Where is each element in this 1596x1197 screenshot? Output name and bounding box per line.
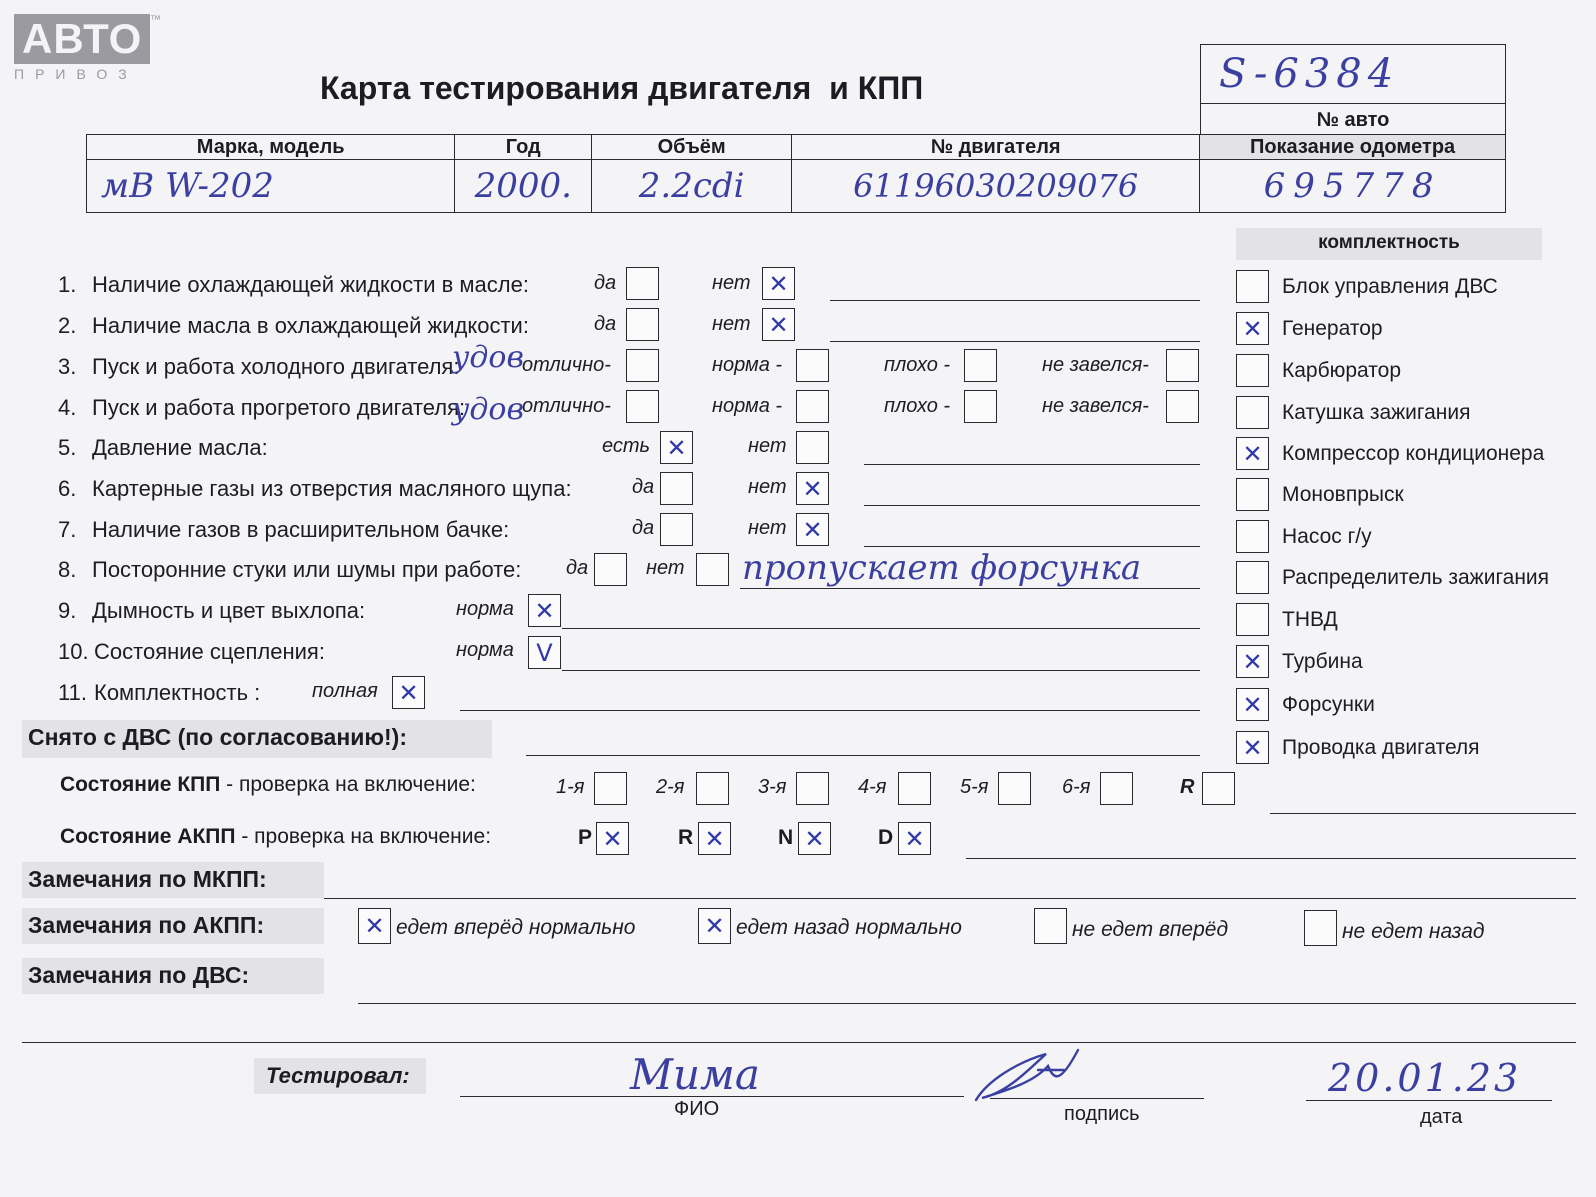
value-year: 2000. xyxy=(455,160,592,213)
q5-checkbox-yes[interactable]: ✕ xyxy=(660,431,693,464)
q8-option-no: нет xyxy=(646,557,685,579)
question-number: 5. xyxy=(58,435,77,460)
kpp-checkbox[interactable] xyxy=(898,772,931,805)
auto-number-label: № авто xyxy=(1316,109,1390,131)
value-engine-number: 61196030209076 xyxy=(792,160,1200,213)
q7-option-yes: да xyxy=(632,517,655,539)
q2-checkbox-yes[interactable] xyxy=(626,308,659,341)
complect-checkbox[interactable] xyxy=(1236,270,1269,303)
q2-option-no: нет xyxy=(712,313,751,335)
complect-label: Компрессор кондиционера xyxy=(1282,442,1545,465)
q11-checkbox-full[interactable]: ✕ xyxy=(392,676,425,709)
q4-handwritten-note: удов xyxy=(452,392,524,427)
q1-option-no: нет xyxy=(712,272,751,294)
complect-label: Турбина xyxy=(1282,650,1363,673)
col-engine-number: № двигателя xyxy=(792,135,1200,160)
page-title: Карта тестирования двигателя и КПП xyxy=(320,70,924,106)
tester-name: Мима xyxy=(630,1050,760,1099)
question-text: Наличие охлаждающей жидкости в масле: xyxy=(92,272,529,297)
q4-option-normal: норма - xyxy=(712,395,783,417)
question-number: 2. xyxy=(58,313,77,338)
complect-label: Катушка зажигания xyxy=(1282,401,1471,424)
question-text: Дымность и цвет выхлопа: xyxy=(92,598,366,623)
q3-option-no-start: не завелся- xyxy=(1042,354,1149,376)
col-make-model: Марка, модель xyxy=(87,135,455,160)
removed-line xyxy=(526,755,1200,756)
q8-checkbox-yes[interactable] xyxy=(594,553,627,586)
remarks-dvs-line-2 xyxy=(22,1042,1576,1043)
removed-label: Снято с ДВС (по согласованию!): xyxy=(28,724,407,750)
question-text: Наличие масла в охлаждающей жидкости: xyxy=(92,313,529,338)
q4-checkbox-excellent[interactable] xyxy=(626,390,659,423)
q3-option-excellent: отлично- xyxy=(522,354,611,376)
kpp-checkbox[interactable] xyxy=(998,772,1031,805)
q7-option-no: нет xyxy=(748,517,787,539)
complect-checkbox[interactable]: ✕ xyxy=(1236,437,1269,470)
complect-label: Моновпрыск xyxy=(1282,483,1404,506)
question-text: Состояние сцепления: xyxy=(94,639,325,664)
q7-checkbox-yes[interactable] xyxy=(660,513,693,546)
q3-checkbox-normal[interactable] xyxy=(796,349,829,382)
complect-label: ТНВД xyxy=(1282,608,1338,631)
complect-checkbox[interactable] xyxy=(1236,396,1269,429)
akpp-remark-checkbox[interactable] xyxy=(1034,908,1067,944)
name-line xyxy=(460,1096,964,1097)
complect-checkbox[interactable] xyxy=(1236,354,1269,387)
q8-note-line xyxy=(740,588,1200,589)
question-number: 10. xyxy=(58,639,89,664)
logo-trademark: ™ xyxy=(150,14,161,26)
date-caption: дата xyxy=(1420,1106,1463,1128)
value-make-model: мВ W-202 xyxy=(87,160,455,213)
q3-handwritten-note: удов xyxy=(452,340,524,375)
q5-note-line xyxy=(864,464,1200,465)
auto-number-value: S-6384 xyxy=(1201,45,1505,104)
complect-label: Насос г/у xyxy=(1282,525,1372,548)
q7-note-line xyxy=(864,546,1200,547)
logo-main: АВТО xyxy=(14,14,150,64)
q8-option-yes: да xyxy=(566,557,589,579)
remarks-dvs-label: Замечания по ДВС: xyxy=(28,962,250,988)
logo-sub: ПРИВОЗ xyxy=(14,66,138,82)
complect-label: Генератор xyxy=(1282,317,1383,340)
q2-note-line xyxy=(830,341,1200,342)
remarks-akpp-label: Замечания по АКПП: xyxy=(28,912,265,938)
q1-option-yes: да xyxy=(594,272,617,294)
akpp-position-label: P xyxy=(578,826,593,849)
kpp-gear-label: 2-я xyxy=(656,776,685,798)
value-volume: 2.2cdi xyxy=(592,160,792,213)
question-text: Пуск и работа холодного двигателя: xyxy=(92,354,460,379)
akpp-position-label: R xyxy=(678,826,694,849)
kpp-checkbox[interactable] xyxy=(1202,772,1235,805)
q11-option-full: полная xyxy=(312,680,378,702)
q5-option-yes: есть xyxy=(602,435,651,457)
q3-checkbox-bad[interactable] xyxy=(964,349,997,382)
complect-label: Блок управления ДВС xyxy=(1282,275,1498,298)
col-year: Год xyxy=(455,135,592,160)
akpp-checkbox[interactable]: ✕ xyxy=(698,822,731,855)
akpp-remark-option: едет назад нормально xyxy=(736,916,962,939)
kpp-gear-label: R xyxy=(1180,776,1195,798)
q3-option-bad: плохо - xyxy=(884,354,951,376)
tested-label: Тестировал: xyxy=(266,1063,410,1088)
value-odometer: 695778 xyxy=(1200,160,1506,213)
complect-checkbox[interactable]: ✕ xyxy=(1236,312,1269,345)
date-line xyxy=(1306,1100,1552,1101)
complect-checkbox[interactable] xyxy=(1236,561,1269,594)
q10-checkbox-normal[interactable]: V xyxy=(528,636,561,669)
q9-checkbox-normal[interactable]: ✕ xyxy=(528,594,561,627)
q9-note-line xyxy=(562,628,1200,629)
complect-checkbox[interactable]: ✕ xyxy=(1236,645,1269,678)
question-text: Наличие газов в расширительном бачке: xyxy=(92,517,510,542)
kpp-note-line xyxy=(1270,813,1576,814)
q1-note-line xyxy=(830,300,1200,301)
complect-title: комплектность xyxy=(1318,232,1460,253)
col-volume: Объём xyxy=(592,135,792,160)
question-number: 4. xyxy=(58,395,77,420)
akpp-remark-option: едет вперёд нормально xyxy=(396,916,636,939)
q9-option-normal: норма xyxy=(456,598,514,620)
question-text: Картерные газы из отверстия масляного щупа: xyxy=(92,476,572,501)
remarks-mkpp-label: Замечания по МКПП: xyxy=(28,866,267,892)
q4-option-bad: плохо - xyxy=(884,395,951,417)
akpp-checkbox[interactable]: ✕ xyxy=(898,822,931,855)
q2-checkbox-no[interactable]: ✕ xyxy=(762,308,795,341)
q6-option-no: нет xyxy=(748,476,787,498)
q1-checkbox-yes[interactable] xyxy=(626,267,659,300)
signature xyxy=(968,1040,1098,1110)
question-text: Посторонние стуки или шумы при работе: xyxy=(92,557,522,582)
complect-checkbox[interactable] xyxy=(1236,478,1269,511)
q2-option-yes: да xyxy=(594,313,617,335)
logo xyxy=(14,14,164,84)
akpp-checkbox[interactable]: ✕ xyxy=(596,822,629,855)
q4-checkbox-no-start[interactable] xyxy=(1166,390,1199,423)
q7-checkbox-no[interactable]: ✕ xyxy=(796,513,829,546)
kpp-label: Состояние КПП - проверка на включение: xyxy=(60,773,476,796)
question-number: 9. xyxy=(58,598,77,623)
complect-checkbox[interactable] xyxy=(1236,603,1269,636)
q10-option-normal: норма xyxy=(456,639,514,661)
kpp-gear-label: 4-я xyxy=(858,776,887,798)
akpp-position-label: D xyxy=(878,826,894,849)
akpp-remark-checkbox[interactable] xyxy=(1304,910,1337,946)
q3-checkbox-no-start[interactable] xyxy=(1166,349,1199,382)
kpp-checkbox[interactable] xyxy=(594,772,627,805)
q5-option-no: нет xyxy=(748,435,787,457)
akpp-remark-option: не едет назад xyxy=(1342,920,1485,943)
question-number: 8. xyxy=(58,557,77,582)
akpp-checkbox[interactable]: ✕ xyxy=(798,822,831,855)
signature-caption: подпись xyxy=(1064,1103,1140,1125)
vehicle-info-table xyxy=(86,134,1506,213)
q11-note-line xyxy=(460,710,1200,711)
kpp-checkbox[interactable] xyxy=(1100,772,1133,805)
kpp-checkbox[interactable] xyxy=(696,772,729,805)
akpp-position-label: N xyxy=(778,826,794,849)
complect-label: Форсунки xyxy=(1282,693,1375,716)
kpp-checkbox[interactable] xyxy=(796,772,829,805)
q6-checkbox-no[interactable]: ✕ xyxy=(796,472,829,505)
auto-number-box xyxy=(1200,44,1506,139)
kpp-gear-label: 3-я xyxy=(758,776,787,798)
question-number: 11. xyxy=(58,680,87,705)
name-caption: ФИО xyxy=(674,1098,720,1120)
q6-option-yes: да xyxy=(632,476,655,498)
q4-checkbox-bad[interactable] xyxy=(964,390,997,423)
complect-label: Карбюратор xyxy=(1282,359,1402,382)
complect-label: Проводка двигателя xyxy=(1282,736,1480,759)
question-number: 7. xyxy=(58,517,77,542)
question-number: 6. xyxy=(58,476,77,501)
remarks-mkpp-line xyxy=(324,898,1576,899)
col-odometer: Показание одометра xyxy=(1200,135,1506,160)
kpp-gear-label: 6-я xyxy=(1062,776,1091,798)
akpp-note-line xyxy=(966,858,1576,859)
q6-checkbox-yes[interactable] xyxy=(660,472,693,505)
q8-checkbox-no[interactable] xyxy=(696,553,729,586)
akpp-remark-option: не едет вперёд xyxy=(1072,918,1229,941)
question-text: Давление масла: xyxy=(92,435,268,460)
q6-note-line xyxy=(864,505,1200,506)
kpp-gear-label: 1-я xyxy=(556,776,585,798)
complect-checkbox[interactable]: ✕ xyxy=(1236,688,1269,721)
q4-option-excellent: отлично- xyxy=(522,395,611,417)
signature-line xyxy=(990,1098,1204,1099)
akpp-remark-checkbox[interactable]: ✕ xyxy=(698,908,731,944)
complect-label: Распределитель зажигания xyxy=(1282,566,1550,589)
question-number: 1. xyxy=(58,272,77,297)
akpp-remark-checkbox[interactable]: ✕ xyxy=(358,908,391,944)
question-number: 3. xyxy=(58,354,77,379)
kpp-gear-label: 5-я xyxy=(960,776,989,798)
question-text: Комплектность : xyxy=(94,680,261,705)
q8-handwritten-note: пропускает форсунка xyxy=(742,548,1142,588)
q5-checkbox-no[interactable] xyxy=(796,431,829,464)
test-date: 20.01.23 xyxy=(1328,1056,1522,1100)
complect-checkbox[interactable] xyxy=(1236,520,1269,553)
complect-checkbox[interactable]: ✕ xyxy=(1236,731,1269,764)
q1-checkbox-no[interactable]: ✕ xyxy=(762,267,795,300)
remarks-dvs-line xyxy=(358,1003,1576,1004)
akpp-label: Состояние АКПП - проверка на включение: xyxy=(60,825,492,848)
q4-checkbox-normal[interactable] xyxy=(796,390,829,423)
q10-note-line xyxy=(562,670,1200,671)
q3-option-normal: норма - xyxy=(712,354,783,376)
question-text: Пуск и работа прогретого двигателя: xyxy=(92,395,466,420)
q4-option-no-start: не завелся- xyxy=(1042,395,1149,417)
q3-checkbox-excellent[interactable] xyxy=(626,349,659,382)
